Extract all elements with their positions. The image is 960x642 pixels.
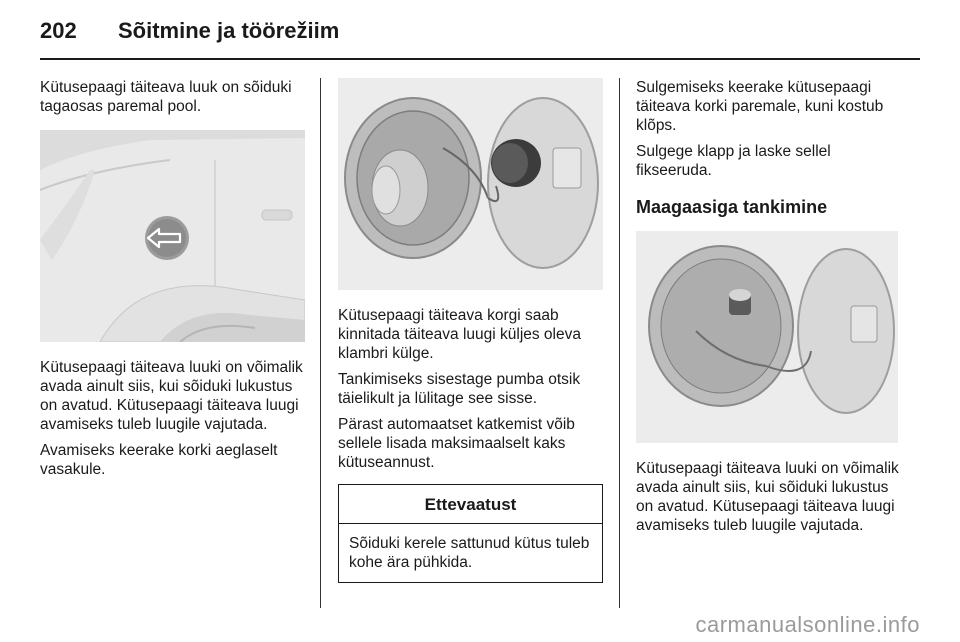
paragraph-open-flap: Kütusepaagi täiteava luuki on võimalik avada ainult siis, kui sõiduki lukustus on avatud. Kütusepaagi täiteava luugi avamiseks tuleb luugile vajutada. <box>40 359 303 433</box>
page-number: 202 <box>40 18 77 43</box>
paragraph-cng-open-flap: Kütusepaagi täiteava luuki on võimalik avada ainult siis, kui sõiduki lukustus on avatud. Kütusepaagi täiteava luugi avamiseks tuleb luugile vajutada. <box>636 460 899 534</box>
paragraph-close-cap: Sulgemiseks keerake kütusepaagi täiteava korki paremale, kuni kostub klõps. <box>636 79 884 134</box>
intro-paragraph: Kütusepaagi täiteava luuk on sõiduki tagaosas paremal pool. <box>40 79 292 115</box>
warning-box <box>338 484 603 583</box>
section-heading-cng: Maagaasiga tankimine <box>636 197 828 217</box>
cng-filler-illustration <box>636 231 898 443</box>
paragraph-top-up: Pärast automaatset katkemist võib sellele lisada maksimaalselt kaks kütuseannust. <box>338 416 575 471</box>
paragraph-insert-nozzle: Tankimiseks sisestage pumba otsik täielikult ja lülitage see sisse. <box>338 371 581 407</box>
column-divider-1 <box>320 78 321 608</box>
page-header <box>40 18 920 58</box>
header-rule <box>40 58 920 60</box>
chapter-title: Sõitmine ja töörežiim <box>118 18 340 43</box>
column-right <box>636 78 906 542</box>
warning-body: Sõiduki kerele sattunud kütus tuleb kohe ära pühkida. <box>349 535 590 571</box>
figure-car-rear <box>40 130 305 342</box>
column-divider-2 <box>619 78 620 608</box>
paragraph-open-cap: Avamiseks keerake korki aeglaselt vasakule. <box>40 442 278 478</box>
fuel-cap-illustration <box>338 78 603 290</box>
column-middle <box>338 78 603 583</box>
car-rear-illustration <box>40 130 305 342</box>
paragraph-attach-cap: Kütusepaagi täiteava korgi saab kinnitada täiteava luugi küljes oleva klambri külge. <box>338 307 581 362</box>
column-left <box>40 78 305 486</box>
paragraph-close-flap: Sulgege klapp ja laske sellel fikseeruda. <box>636 143 831 179</box>
figure-cng-filler <box>636 231 898 443</box>
figure-fuel-cap <box>338 78 603 290</box>
watermark: carmanualsonline.info <box>695 612 920 637</box>
warning-title: Ettevaatust <box>339 485 602 524</box>
